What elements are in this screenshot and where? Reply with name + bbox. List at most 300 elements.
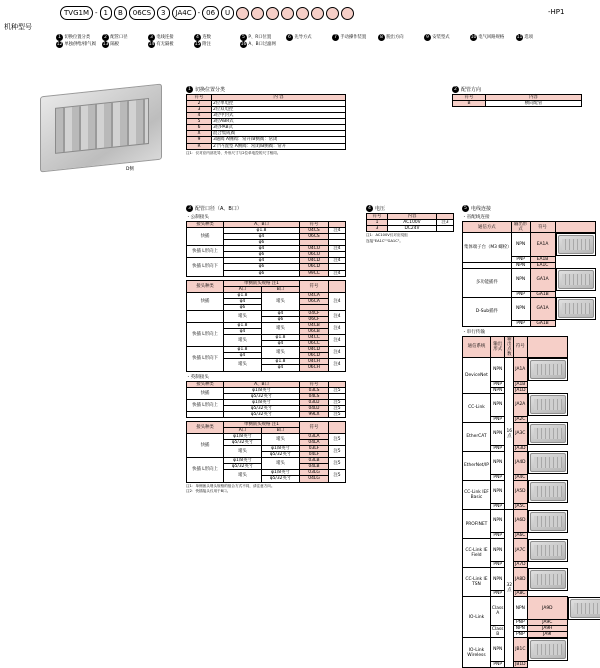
td: 5 [187, 119, 212, 125]
td: IO-Link [463, 597, 491, 638]
td: JA4D [514, 451, 527, 474]
td: 快插 [187, 387, 224, 399]
legend-num: 16 [240, 42, 247, 47]
td: φ5/32英寸 [224, 393, 300, 399]
th: 符号 [300, 421, 329, 433]
legend-item [424, 34, 470, 41]
th: 通信系统 [463, 336, 491, 357]
td: φ1/8英寸 [224, 434, 262, 440]
device-illustration-cclink [528, 393, 568, 416]
legend-text: 单独供给/排气阀 [64, 42, 96, 47]
th: 接头种类 [187, 222, 224, 228]
legend-item [56, 34, 102, 41]
td: 06CD [300, 353, 329, 359]
th: 内容 [388, 214, 437, 220]
td: φ1.8 [224, 228, 300, 234]
section-voltage [366, 205, 454, 243]
section-title-3: 配管口径（A、B口） [195, 206, 242, 212]
td: 6 [187, 125, 212, 131]
td: NPN [490, 638, 505, 662]
th [329, 421, 346, 433]
legend-num: 13 [102, 42, 109, 47]
td: 03LU [300, 399, 329, 405]
td: PNP [490, 661, 505, 667]
table-metric-single-side [186, 280, 346, 372]
td: JB1C [514, 638, 527, 662]
legend-text: 切换位置分类 [64, 35, 91, 40]
code-seg-2: B [114, 6, 127, 20]
section-title-5: 电线连接 [471, 206, 492, 212]
td: 注4 [329, 228, 346, 234]
td: φ6 [224, 252, 300, 258]
th: 符号 [367, 214, 388, 220]
device-illustration-cclinkietsn [528, 568, 568, 591]
th: 符号 [514, 336, 527, 357]
td: 4 [187, 113, 212, 119]
th: 接头种类 [187, 421, 224, 433]
td: 04CA [300, 292, 329, 298]
device-illustration-ethernetip [528, 451, 568, 474]
td: 堵头 [262, 323, 300, 335]
code-seg-6: 06 [202, 6, 219, 20]
legend-text: 连数 [202, 35, 211, 40]
code-legend [56, 34, 596, 48]
td: PNP [490, 503, 505, 509]
td: 快插 L形向上 [187, 323, 224, 347]
td: φ4 [224, 298, 262, 304]
td: PNP [514, 632, 527, 638]
td: JA5D [514, 480, 527, 503]
legend-text: A、B口过滤网 [248, 42, 276, 47]
th [555, 222, 596, 233]
section-title-2: 配管方向 [461, 87, 482, 93]
code-seg-4: 3 [157, 6, 169, 20]
device-illustration-cclinkief [528, 480, 568, 503]
td: 注5 [329, 446, 346, 458]
td: 注4 [329, 335, 346, 347]
photo-caption: D侧 [126, 167, 134, 172]
legend-item [148, 34, 194, 41]
td: 堵头 [224, 446, 262, 458]
code-blank-6 [311, 7, 324, 20]
td: 3位中封式 [212, 113, 346, 119]
th [329, 280, 346, 292]
legend-item [194, 34, 240, 41]
td: 快插 [187, 292, 224, 310]
note-3-1: 注1：单侧嵌头堵头规格的组合方式不同，请注意方向。 [186, 483, 275, 488]
td: JA3C [514, 422, 527, 445]
section-switching-position [186, 86, 346, 155]
td: φ1/8英寸 [224, 387, 300, 393]
td: AC100V [388, 220, 437, 226]
td: 多功能插件 [463, 268, 512, 297]
th: 内容 [486, 95, 582, 101]
td: PNP [490, 474, 505, 480]
td: PNP [511, 320, 530, 326]
td: 快插 L形向上 [187, 399, 224, 411]
td: NPN [490, 539, 505, 562]
td: 注5 [329, 411, 346, 417]
td: NPN [511, 233, 530, 257]
td: NPN [490, 387, 505, 393]
td: JA8D [514, 568, 527, 591]
td: φ4 [262, 310, 300, 316]
td: φ4 [224, 246, 300, 252]
td: NPN [511, 297, 530, 320]
td: JA2C [515, 416, 526, 422]
td: B [453, 101, 486, 107]
th: 输出形式 [511, 222, 530, 233]
td: JA6D [514, 510, 527, 533]
td: 06CU [300, 252, 329, 258]
section-wiring [462, 205, 596, 668]
td: 注5 [329, 405, 346, 411]
subtitle-inch: ・英制接头 [186, 374, 209, 380]
td: 2 [187, 101, 212, 107]
legend-item [240, 41, 286, 48]
th: 符号 [187, 95, 212, 101]
legend-text: 手动操作装置 [340, 35, 367, 40]
td: φ1/8英寸 [224, 458, 262, 464]
th: 符号 [300, 222, 329, 228]
td: 快插 [187, 434, 224, 458]
td: JA9C [527, 620, 568, 626]
td: 堵头 [224, 470, 262, 482]
device-illustration-dsub [556, 297, 596, 320]
td: φ5/32英寸 [224, 440, 262, 446]
td: 04LF [300, 452, 329, 458]
td: 06CS [300, 234, 329, 240]
td: CC-Link IE Field [463, 539, 491, 568]
device-illustration-devicenet [528, 358, 568, 381]
td: GA1A [530, 297, 555, 320]
td: φ6 [224, 270, 300, 276]
code-blank-7 [326, 7, 339, 20]
code-blank-1 [236, 7, 249, 20]
td: 16点 [505, 358, 514, 510]
td: 注4 [329, 347, 346, 359]
td: 03LS [300, 387, 329, 393]
legend-item [102, 41, 148, 48]
section-num-2: 2 [452, 86, 459, 93]
td: 集体端子台（M3 螺栓） [463, 233, 512, 263]
td: NPN [511, 268, 530, 291]
td: 注5 [329, 387, 346, 393]
td: 注5 [329, 434, 346, 446]
td: CC-Link IE TSN [463, 568, 491, 597]
th: 符号 [300, 280, 329, 292]
td: X [187, 131, 212, 137]
note-3-2: 注2：快插接头仅用于B口。 [186, 488, 231, 493]
code-blank-3 [266, 7, 279, 20]
td: 快插 L形向上 [187, 458, 224, 482]
td: 04LG [300, 476, 329, 482]
model-code-suffix: -HP1 [548, 8, 565, 16]
td: 04CS [300, 228, 329, 234]
legend-text: 隔板 [110, 42, 119, 47]
legend-num: 4 [194, 34, 201, 41]
td: 2位单电控 [212, 101, 346, 107]
td: JA1B [515, 381, 526, 387]
td: 99LX [300, 411, 329, 417]
td: JA9D [527, 597, 568, 620]
td: NPN [490, 568, 505, 591]
legend-text: 电气回路规格 [478, 35, 505, 40]
td: 04LU [300, 405, 329, 411]
td: 03LF [300, 446, 329, 452]
legend-item [332, 34, 378, 41]
td: GA1B [530, 291, 555, 297]
td: R [187, 143, 212, 149]
td: 03LA [300, 434, 329, 440]
th: A、B口 [224, 381, 300, 387]
section-title-4: 电压 [375, 206, 386, 212]
td [187, 411, 224, 417]
td: 注3 [437, 220, 454, 226]
td: JB1D [515, 661, 526, 667]
td: D-Sub插件 [463, 297, 512, 326]
th: A口 [224, 286, 262, 292]
section-piping-direction [452, 86, 582, 107]
td: φ4 [224, 234, 300, 240]
code-seg-1: 1 [100, 6, 112, 20]
td: φ5/32英寸 [262, 476, 300, 482]
table-metric-fitting [186, 221, 346, 277]
td: EA1A [530, 233, 555, 257]
td: 注4 [329, 310, 346, 322]
th [527, 336, 568, 357]
td: 注4 [329, 270, 346, 276]
td: Class B [491, 626, 504, 637]
td: JA2A [514, 393, 527, 416]
legend-num: 2 [102, 34, 109, 41]
td: 3 [367, 226, 388, 232]
legend-num: 3 [148, 34, 155, 41]
td: φ4 [224, 329, 262, 335]
td: PNP [511, 256, 530, 262]
td: JA9I [527, 632, 568, 638]
legend-num: 15 [194, 42, 201, 47]
table-voltage [366, 213, 454, 232]
td: CC-Link [463, 393, 491, 422]
td: 3位ABR式 [212, 119, 346, 125]
device-illustration-iolinkwireless [528, 638, 568, 661]
td: 04LS [300, 393, 329, 399]
legend-num: 6 [286, 34, 293, 41]
td: JA4C [515, 474, 526, 480]
code-seg-5: JA4C [172, 6, 196, 20]
td: JA1A [514, 358, 527, 382]
td: 04CF [300, 310, 329, 316]
td: φ6 [224, 240, 300, 246]
td: φ5/32英寸 [262, 452, 300, 458]
td: φ1.8 [224, 292, 262, 298]
td: NPN [514, 597, 527, 620]
td: 06CB [300, 329, 329, 335]
td: φ1/8英寸 [224, 399, 300, 405]
subtitle-serial: ・串行传输 [462, 329, 485, 335]
td: 横向配管 [486, 101, 582, 107]
legend-num: 8 [378, 34, 385, 41]
td: 堵头 [224, 310, 262, 322]
td: 04CD [300, 347, 329, 353]
device-illustration-multi [556, 268, 596, 291]
td: EA1C [530, 262, 555, 268]
legend-item [378, 34, 424, 41]
table-inch-single-side [186, 421, 346, 483]
td: φ5/32英寸 [224, 411, 300, 417]
section-num-5: 5 [462, 205, 469, 212]
device-illustration-profinet [528, 510, 568, 533]
legend-text: 选项 [524, 35, 533, 40]
td: JA5C [515, 503, 526, 509]
td: 2位双电控 [212, 107, 346, 113]
subtitle-metric: ・公制接头 [186, 215, 209, 220]
th: 接头种类 [187, 381, 224, 387]
legend-item [148, 41, 194, 48]
note-4-2: 连接"EA1C""GA1C"。 [366, 238, 403, 243]
td: φ4 [224, 258, 300, 264]
td: JA6C [515, 533, 526, 538]
th: B口 [262, 427, 300, 433]
td: 06CH [300, 365, 329, 371]
td: 06CA [300, 298, 329, 304]
td: 04CD [300, 258, 329, 264]
td: φ4 [262, 365, 300, 371]
td: φ1/8英寸 [262, 470, 300, 476]
td: φ6 [224, 304, 262, 310]
td: GA1B [530, 320, 555, 326]
td: 04CU [300, 246, 329, 252]
th: A、B口 [224, 222, 300, 228]
td: 注4 [329, 246, 346, 252]
td: φ6 [262, 316, 300, 322]
td: 注4 [329, 292, 346, 310]
th: 符号 [453, 95, 486, 101]
legend-text: 电线连接 [156, 35, 174, 40]
td: JA3D [515, 445, 526, 451]
table-inch-fitting [186, 381, 346, 418]
legend-item [194, 41, 240, 48]
th: 符号 [530, 222, 555, 233]
td: DC24V [388, 226, 437, 232]
device-illustration-terminal [556, 233, 596, 256]
section-port-size [186, 205, 356, 493]
legend-text: 安装型式 [432, 35, 450, 40]
td: PNP [514, 620, 527, 626]
section-title-1: 切换位置分类 [195, 87, 226, 93]
td: 04CB [300, 323, 329, 329]
legend-item [470, 34, 516, 41]
td: φ5/32英寸 [224, 405, 300, 411]
td: JA1D [515, 387, 526, 393]
td: NPN [490, 451, 505, 474]
code-blank-4 [281, 7, 294, 20]
td: φ1.8 [224, 347, 262, 353]
td: φ1.8 [262, 359, 300, 365]
th: 通信方式 [463, 222, 512, 233]
th: 输出形式 [490, 336, 505, 357]
legend-num: 5 [240, 34, 247, 41]
model-code-row [60, 6, 354, 20]
td: 06CC [300, 341, 329, 347]
product-photo [30, 88, 180, 178]
td: 2个内置型 A侧阀：常闭/B侧阀：常开 [212, 143, 346, 149]
td: φ1/8英寸 [262, 446, 300, 452]
legend-item [286, 34, 332, 41]
legend-num: 1 [56, 34, 63, 41]
td: φ1.8 [262, 335, 300, 341]
code-seg-7: U [221, 6, 234, 20]
td: PNP [490, 562, 505, 568]
legend-text: 脱出方向 [386, 35, 404, 40]
td: PNP [490, 445, 505, 451]
section-num-4: 4 [366, 205, 373, 212]
td: 堵头 [224, 359, 262, 371]
td: φ6 [224, 264, 300, 270]
td: 03LG [300, 470, 329, 476]
table-serial-transmission [462, 336, 600, 668]
td: PROFINET [463, 510, 491, 539]
manifold-valve-illustration [40, 84, 162, 173]
dash-1: - [197, 9, 201, 17]
td: JA9H [527, 626, 568, 632]
device-illustration-cclinkiefield [528, 539, 568, 562]
legend-num: 7 [332, 34, 339, 41]
th: 符号 [300, 381, 329, 387]
td: EtherNet/IP [463, 451, 491, 480]
legend-num: 10 [470, 35, 477, 40]
table-piping-direction [452, 94, 582, 107]
td: NPN [490, 393, 505, 416]
table-switching-position [186, 94, 346, 150]
td: DeviceNet [463, 358, 491, 394]
td [437, 226, 454, 232]
td: 06CD [300, 264, 329, 270]
td: NPN [490, 480, 505, 503]
legend-item [102, 34, 148, 41]
th: 单侧嵌头规格 注1 [224, 280, 300, 286]
td: 快插 L形向上 [187, 246, 224, 258]
td: NPN [511, 262, 530, 268]
td: 03LB [300, 458, 329, 464]
td: φ4 [224, 353, 262, 359]
td: JA7D [515, 562, 526, 568]
th: 单侧嵌头规格 注1 [224, 421, 300, 427]
legend-item [56, 41, 102, 48]
legend-text: 有无隔板 [156, 42, 174, 47]
td: NPN [514, 626, 527, 632]
td: 04CC [300, 335, 329, 341]
td: 注5 [329, 458, 346, 470]
th: B口 [262, 286, 300, 292]
td: NPN [490, 358, 505, 382]
td: PNP [490, 591, 505, 597]
code-seg-0: TVG1M [60, 6, 93, 20]
th: 输出点数 [505, 336, 514, 357]
td: CC-Link IEF Basic [463, 480, 491, 509]
th: 接头种类 [187, 280, 224, 292]
subtitle-saving-wiring: ・省配线连接 [462, 215, 490, 220]
td: 04LA [300, 440, 329, 446]
td: φ4 [262, 341, 300, 347]
legend-text: 附注 [202, 42, 211, 47]
td: φ1.8 [224, 323, 262, 329]
legend-text: 配管口径 [110, 35, 128, 40]
code-blank-8 [341, 7, 354, 20]
td: 注5 [329, 470, 346, 482]
code-blank-5 [296, 7, 309, 20]
